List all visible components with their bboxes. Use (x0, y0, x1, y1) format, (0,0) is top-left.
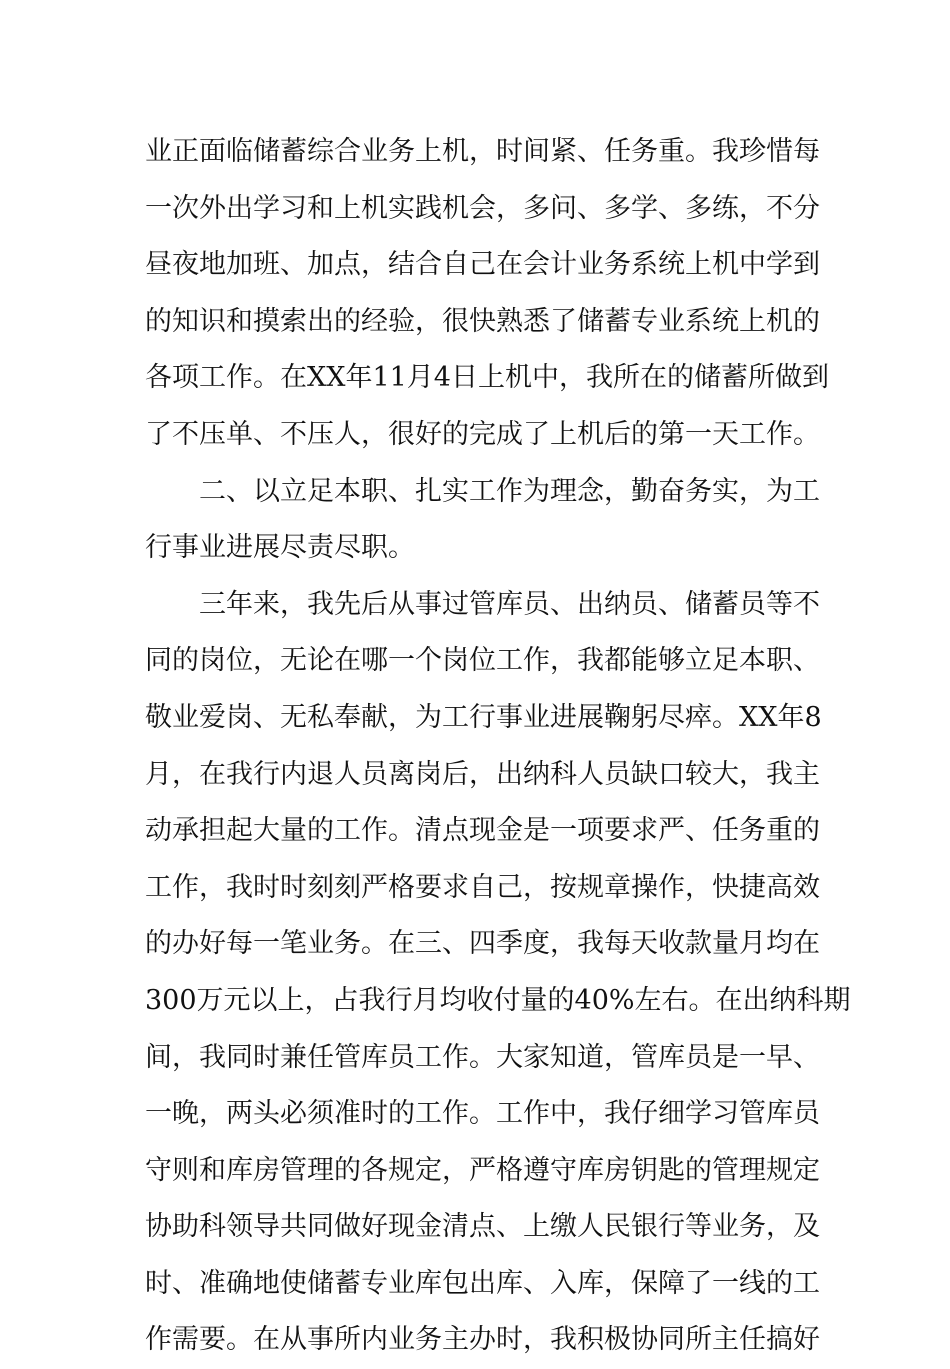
text-line-16: 300万元以上，占我行月均收付量的40%左右。在出纳科期 (145, 984, 851, 1016)
text-line-19: 守则和库房管理的各规定，严格遵守库房钥匙的管理规定 (145, 1154, 820, 1186)
text-line-6: 了不压单、不压人，很好的完成了上机后的第一天工作。 (145, 418, 820, 450)
text-line-12: 月，在我行内退人员离岗后，出纳科人员缺口较大，我主 (145, 758, 820, 790)
text-line-9: 三年来，我先后从事过管库员、出纳员、储蓄员等不 (199, 588, 820, 620)
document-body (145, 124, 851, 1369)
section-heading-line-1: 二、以立足本职、扎实工作为理念，勤奋务实，为工 (199, 475, 820, 507)
text-line-14: 工作，我时时刻刻严格要求自己，按规章操作，快捷高效 (145, 871, 820, 903)
text-line-11: 敬业爱岗、无私奉献，为工行事业进展鞠躬尽瘁。XX年8 (145, 701, 822, 733)
text-line-20: 协助科领导共同做好现金清点、上缴人民银行等业务，及 (145, 1211, 820, 1243)
text-line-10: 同的岗位，无论在哪一个岗位工作，我都能够立足本职、 (145, 645, 820, 677)
text-line-1: 业正面临储蓄综合业务上机，时间紧、任务重。我珍惜每 (145, 136, 820, 167)
text-line-22: 作需要。在从事所内业务主办时，我积极协同所主任搞好 (145, 1324, 820, 1356)
section-heading-line-2: 行事业进展尽责尽职。 (145, 532, 415, 564)
text-line-4: 的知识和摸索出的经验，很快熟悉了储蓄专业系统上机的 (145, 305, 820, 337)
text-line-17: 间，我同时兼任管库员工作。大家知道，管库员是一早、 (145, 1041, 820, 1073)
text-line-15: 的办好每一笔业务。在三、四季度，我每天收款量月均在 (145, 928, 820, 960)
text-line-18: 一晚，两头必须准时的工作。工作中，我仔细学习管库员 (145, 1098, 820, 1130)
text-line-13: 动承担起大量的工作。清点现金是一项要求严、任务重的 (145, 815, 820, 847)
text-line-21: 时、准确地使储蓄专业库包出库、入库，保障了一线的工 (145, 1267, 820, 1299)
text-line-2: 一次外出学习和上机实践机会，多问、多学、多练，不分 (145, 192, 820, 224)
text-line-5: 各项工作。在XX年11月4日上机中，我所在的储蓄所做到 (145, 362, 829, 394)
text-line-3: 昼夜地加班、加点，结合自己在会计业务系统上机中学到 (145, 249, 820, 281)
